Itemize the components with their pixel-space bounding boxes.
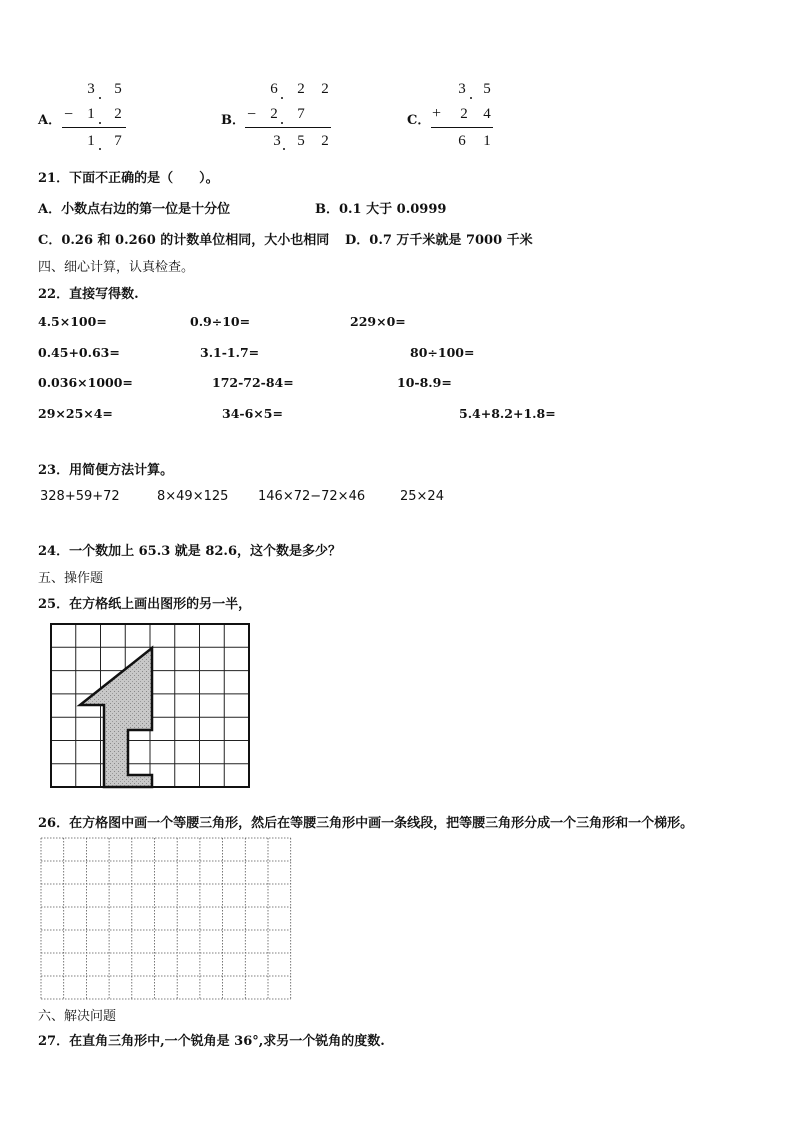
operator: + [432,105,442,122]
calc-item: 34-6×5= [222,406,283,421]
option-b-letter: B． [221,113,245,128]
digit: 6 [270,81,278,97]
decimal-point [99,122,101,124]
calc-item: 3.1-1.7= [200,345,260,360]
simplify-item: 8×49×125 [157,489,229,504]
digit: 2 [270,106,278,122]
option-c-letter: C． [407,113,431,128]
question-23-stem: 23．用简便方法计算。 [38,463,174,478]
calc-item: 0.036×1000= [38,375,133,390]
digit: 3 [87,81,95,97]
isosceles-grid [40,837,292,1001]
question-25: 25．在方格纸上画出图形的另一半， [38,597,252,612]
digit: 2 [321,81,329,97]
simplify-item: 146×72−72×46 [258,489,366,504]
digit: 5 [483,81,491,97]
digit: 1 [87,106,95,122]
calc-item: 0.9÷10= [190,314,251,329]
digit: 3 [458,81,466,97]
question-27: 27．在直角三角形中,一个锐角是 36°,求另一个锐角的度数. [38,1034,385,1049]
digit: 6 [458,133,466,149]
section-5-heading: 五、操作题 [38,571,104,586]
digit: 7 [297,106,305,122]
digit: 2 [460,106,468,122]
calc-item: 0.45+0.63= [38,345,120,360]
symmetry-grid [50,623,252,789]
underline [431,127,493,128]
simplify-item: 328+59+72 [40,489,120,504]
digit: 7 [114,133,122,149]
digit: 1 [483,133,491,149]
section-4-heading: 四、细心计算，认真检查。 [38,260,195,275]
question-21-stem: 21．下面不正确的是（ ）。 [38,171,219,186]
question-21-option-b: B．0.1 大于 0.0999 [315,202,447,217]
decimal-point [281,97,283,99]
digit: 4 [483,106,491,122]
question-21-option-a: A．小数点右边的第一位是十分位 [38,202,231,217]
question-21-option-c: C．0.26 和 0.260 的计数单位相同，大小也相同 [38,233,330,248]
calc-item: 5.4+8.2+1.8= [459,406,556,421]
calc-item: 80÷100= [410,345,475,360]
digit: 5 [297,133,305,149]
digit: 3 [273,133,281,149]
digit: 2 [114,106,122,122]
decimal-point [283,148,285,150]
decimal-point [281,122,283,124]
digit: 5 [114,81,122,97]
operator: − [64,106,74,123]
decimal-point [470,97,472,99]
decimal-point [99,97,101,99]
decimal-point [99,148,101,150]
calc-item: 10-8.9= [397,375,452,390]
question-21-option-d: D．0.7 万千米就是 7000 千米 [345,233,533,248]
question-26: 26．在方格图中画一个等腰三角形，然后在等腰三角形中画一条线段，把等腰三角形分成一个三角形和一个梯形。 [38,816,694,831]
question-24: 24．一个数加上 65.3 就是 82.6，这个数是多少？ [38,544,341,559]
operator: − [247,106,257,123]
underline [245,127,331,128]
calc-item: 172-72-84= [212,375,294,390]
option-a-letter: A． [38,113,62,128]
digit: 2 [321,133,329,149]
calc-item: 4.5×100= [38,314,107,329]
digit: 1 [87,133,95,149]
calc-item: 229×0= [350,314,406,329]
underline [62,127,126,128]
digit: 2 [297,81,305,97]
simplify-item: 25×24 [400,489,444,504]
section-6-heading: 六、解决问题 [38,1009,117,1024]
calc-item: 29×25×4= [38,406,113,421]
question-22-stem: 22．直接写得数. [38,287,139,302]
